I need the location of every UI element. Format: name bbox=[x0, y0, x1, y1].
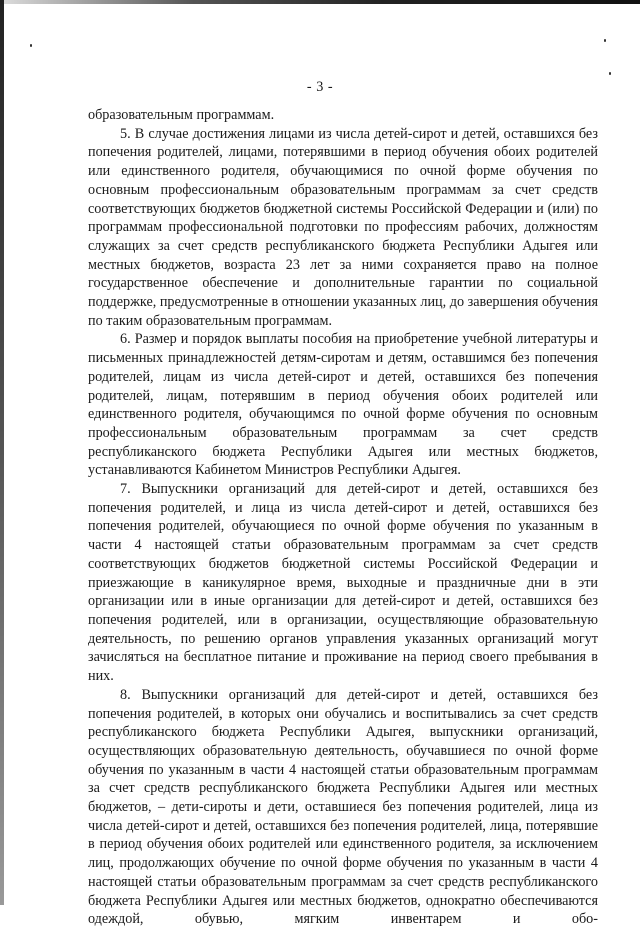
page-number: - 3 - bbox=[306, 79, 334, 95]
document-body bbox=[88, 106, 598, 929]
paragraph-continuation: образовательным программам. bbox=[88, 107, 275, 123]
paragraph-item-8: 8. Выпускники организаций для детей-сирот и детей, оставшихся без попечения родителей, в которых они обучались и воспитывались за счет средств республиканского бюджета Республики Адыгея, выпускники организаций, осуществляющих образовательную деятельность, обучавшиеся по очной форме обучения по указанным в части 4 настоящей статьи образовательным программам за счет средств республиканского бюджета Республики Адыгея или местных бюджетов, – дети-сироты и дети, оставшиеся без попечения родителей, лица из числа детей-сирот и детей, оставшихся без попечения родителей, лица, потерявшие в период обучения обоих родителей или единственного родителя, за исключением лиц, продолжающих обучение по очной форме обучения по указанным в части 4 настоящей статьи образовательным программам за счет средств республиканского бюджета Республики Адыгея или местных бюджетов, однократно обеспечиваются одеждой, обувью, мягким инвентарем и обо- bbox=[88, 686, 598, 928]
scan-speck bbox=[609, 72, 611, 75]
paragraph-item-7: 7. Выпускники организаций для детей-сирот и детей, оставшихся без попечения родителей, и лица из числа детей-сирот и детей, оставшихся без попечения родителей, обучающиеся по очной форме обучения по указанным в части 4 настоящей статьи образовательным программам за счет средств соответствующих бюджетов бюджетной системы Российской Федерации и приезжающие в каникулярное время, выходные и праздничные дни в эти организации или в иные организации для детей-сирот и детей, оставшихся без попечения родителей, или в организации, осуществляющие образовательную деятельность, по решению органов управления указанных организаций могут зачисляться на бесплатное питание и проживание на период своего пребывания в них. bbox=[88, 481, 598, 685]
scan-speck bbox=[30, 44, 32, 47]
scan-speck bbox=[604, 39, 606, 42]
paragraph-item-6: 6. Размер и порядок выплаты пособия на приобретение учебной литературы и письменных принадлежностей детям-сиротам и детям, оставшимся без попечения родителей, лицам из числа детей-сирот и детей, оставшихся без попечения родителей, лицам, потерявшим в период обучения обоих родителей или единственного родителя, обучающимся по очной форме обучения по основным профессиональным образовательным программам за счет средств республиканского бюджета Республики Адыгея или местных бюджетов, устанавливаются Кабинетом Министров Республики Адыгея. bbox=[88, 331, 598, 479]
paragraph-item-5: 5. В случае достижения лицами из числа детей-сирот и детей, оставшихся без попечения родителей, лицами, потерявшими в период обучения обоих родителей или единственного родителя, обучающимися по очной форме обучения по основным профессиональным образовательным программам за счет средств соответствующих бюджетов бюджетной системы Российской Федерации и (или) по программам профессиональной подготовки по профессиям рабочих, должностям служащих за счет средств республиканского бюджета Республики Адыгея или местных бюджетов, возраста 23 лет за ними сохраняется право на полное государственное обеспечение и дополнительные гарантии по социальной поддержке, предусмотренные в отношении указанных лиц, до завершения обучения по таким образовательным программам. bbox=[88, 125, 598, 329]
scan-edge-top bbox=[0, 0, 640, 4]
scan-edge-left bbox=[0, 0, 4, 905]
